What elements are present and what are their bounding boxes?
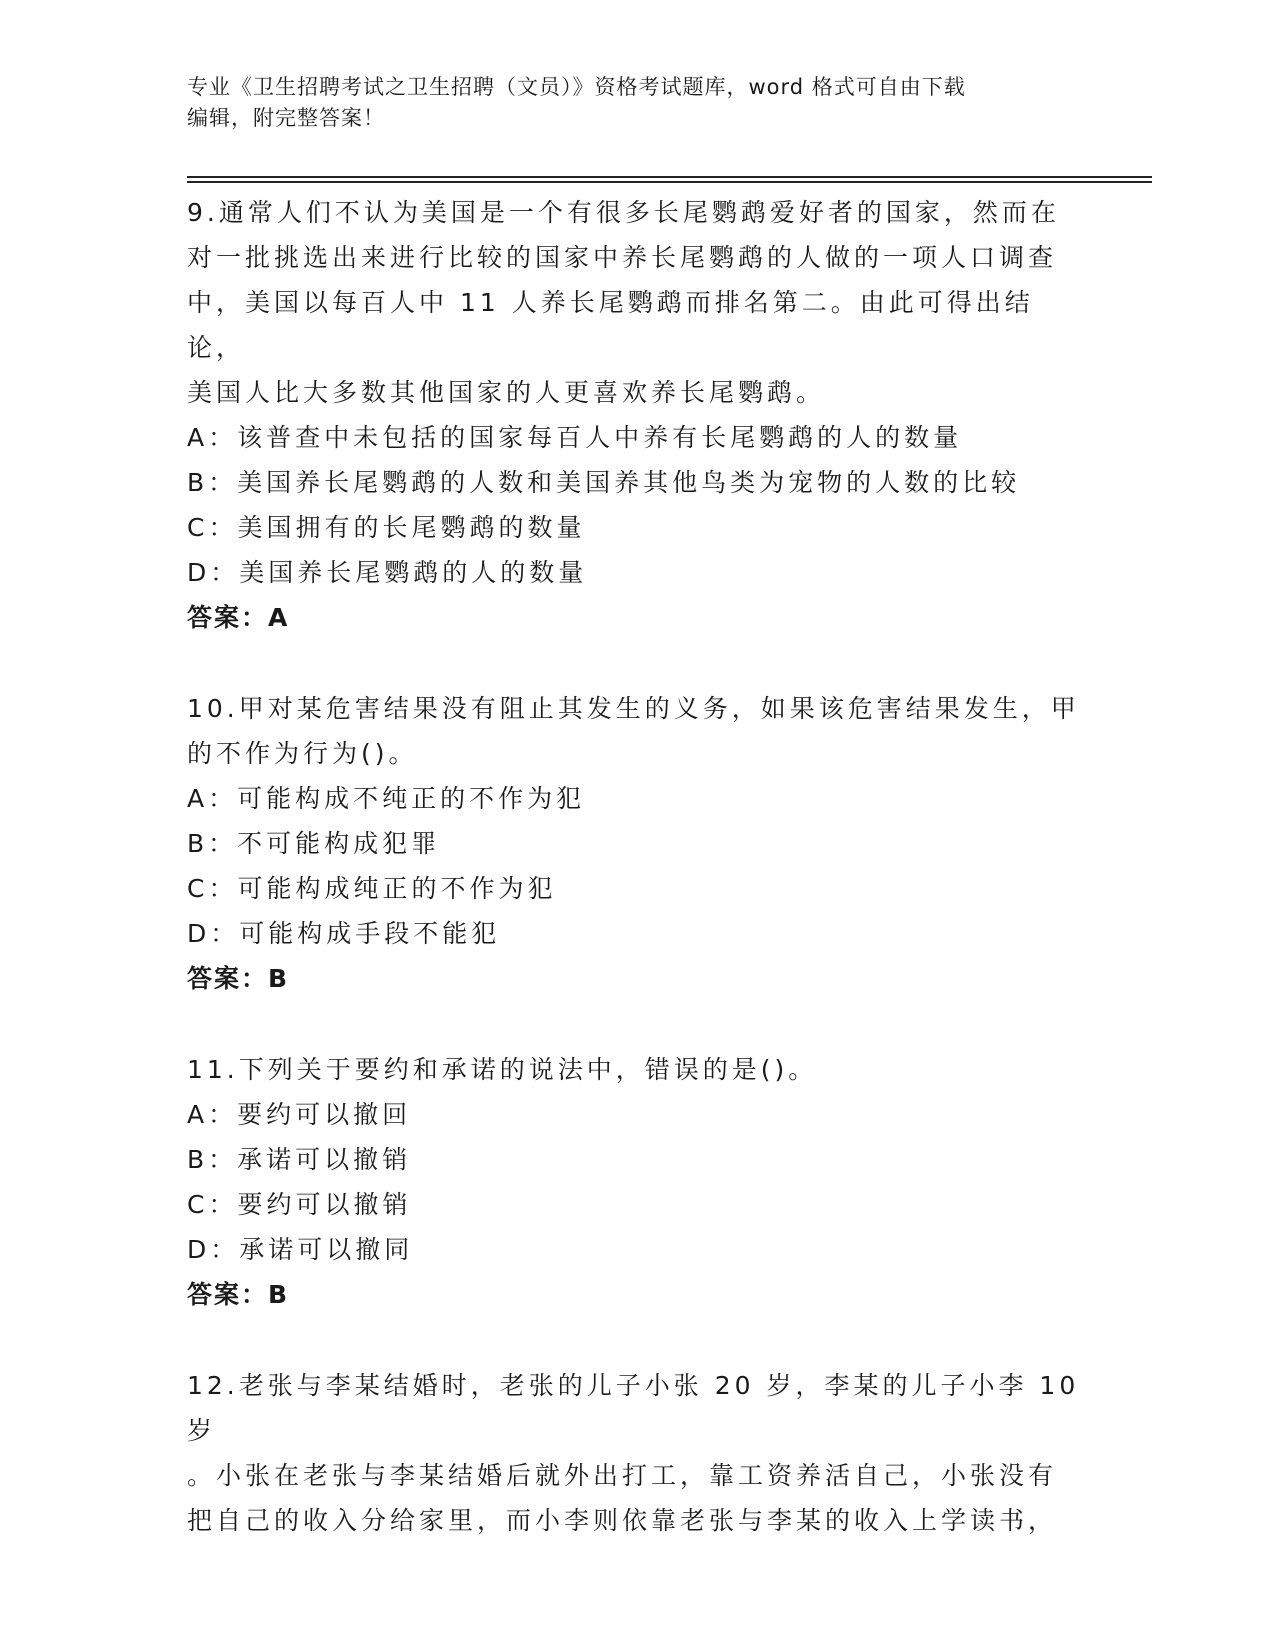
spacer [187,1001,1087,1047]
question-11-option-c: C：要约可以撤销 [187,1190,412,1219]
question-10-answer: 答案：B [187,964,290,993]
question-10-line-1: 10.甲对某危害结果没有阻止其发生的义务，如果该危害结果发生，甲 [187,694,1080,723]
question-11-option-d: D：承诺可以撤同 [187,1235,414,1264]
question-9-answer: 答案：A [187,603,290,632]
question-11 [187,1047,1087,1317]
question-list [187,190,1087,1543]
header-divider-bottom [187,181,1152,183]
question-10-option-d: D：可能构成手段不能犯 [187,919,501,948]
question-9-line-2: 对一批挑选出来进行比较的国家中养长尾鹦鹉的人做的一项人口调查 [187,243,1058,272]
question-12 [187,1363,1087,1543]
question-9-option-a: A：该普查中未包括的国家每百人中养有长尾鹦鹉的人的数量 [187,423,963,452]
question-9-option-d: D：美国养长尾鹦鹉的人的数量 [187,558,588,587]
question-12-line-1: 12.老张与李某结婚时，老张的儿子小张 20 岁，李某的儿子小李 10 岁 [187,1371,1080,1445]
question-9-line-3: 中，美国以每百人中 11 人养长尾鹦鹉而排名第二。由此可得出结论， [187,288,1034,362]
question-11-option-b: B：承诺可以撤销 [187,1145,412,1174]
question-10-option-b: B：不可能构成犯罪 [187,829,441,858]
document-header [187,72,1067,134]
spacer [187,640,1087,686]
question-11-line-1: 11.下列关于要约和承诺的说法中，错误的是()。 [187,1055,818,1084]
question-11-option-a: A：要约可以撤回 [187,1100,412,1129]
header-divider-top [187,176,1152,178]
question-9 [187,190,1087,640]
spacer [187,1317,1087,1363]
header-line-1: 专业《卫生招聘考试之卫生招聘（文员）》资格考试题库，word 格式可自由下载 [187,75,966,99]
question-10-option-a: A：可能构成不纯正的不作为犯 [187,784,586,813]
question-10 [187,686,1087,1001]
question-12-line-3: 把自己的收入分给家里，而小李则依靠老张与李某的收入上学读书， [187,1506,1058,1535]
question-9-option-b: B：美国养长尾鹦鹉的人数和美国养其他鸟类为宠物的人数的比较 [187,468,1021,497]
question-11-answer: 答案：B [187,1280,290,1309]
question-10-line-2: 的不作为行为()。 [187,739,418,768]
header-line-2: 编辑，附完整答案！ [187,106,385,130]
question-12-line-2: 。小张在老张与李某结婚后就外出打工，靠工资养活自己，小张没有 [187,1461,1058,1490]
question-9-option-c: C：美国拥有的长尾鹦鹉的数量 [187,513,586,542]
question-9-line-4: 美国人比大多数其他国家的人更喜欢养长尾鹦鹉。 [187,378,826,407]
question-9-line-1: 9.通常人们不认为美国是一个有很多长尾鹦鹉爱好者的国家，然而在 [187,198,1060,227]
question-10-option-c: C：可能构成纯正的不作为犯 [187,874,557,903]
